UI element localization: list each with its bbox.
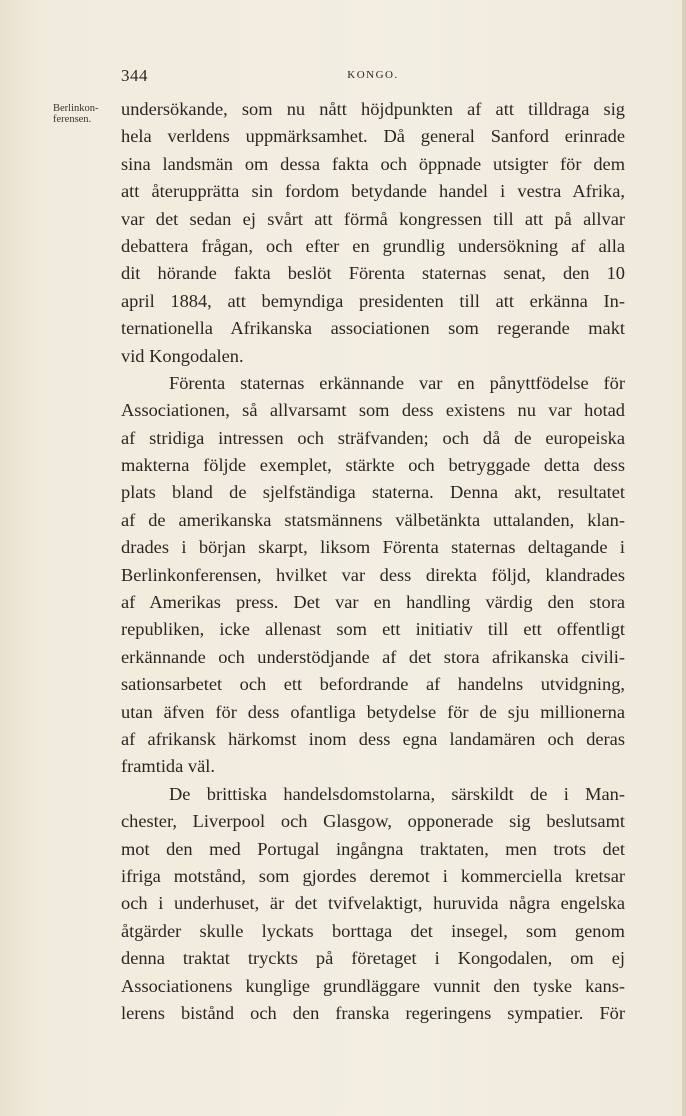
text-line: Associationen, så allvarsamt som dess existens nu var hotad xyxy=(121,400,625,421)
text-line: Berlinkonferensen, hvilket var dess direkta följd, klandrades xyxy=(121,564,625,585)
text-line: var det sedan ej svårt att förmå kongressen till att på allvar xyxy=(121,208,625,229)
text-line: denna traktat tryckts på företaget i Kongodalen, om ej xyxy=(121,948,625,969)
text-line: lerens bistånd och den franska regeringens sympatier. För xyxy=(121,1002,625,1023)
text-line: drades i början skarpt, liksom Förenta staternas deltagande i xyxy=(121,537,625,558)
body-text xyxy=(121,96,625,1027)
text-line: af Amerikas press. Det var en handling värdig den stora xyxy=(121,592,625,613)
text-line: åtgärder skulle lyckats borttaga det insegel, som genom xyxy=(121,920,625,941)
text-line: debattera frågan, och efter en grundlig undersökning af alla xyxy=(121,235,625,256)
text-line: framtida väl. xyxy=(121,756,215,777)
text-line: ternationella Afrikanska associationen som regerande makt xyxy=(121,318,625,339)
margin-note-line: Berlinkon- xyxy=(53,103,99,114)
text-line: af afrikansk härkomst inom dess egna landamären och deras xyxy=(121,728,625,749)
text-line: De brittiska handelsdomstolarna, särskildt de i Man- xyxy=(169,783,625,804)
text-line: dit hörande fakta beslöt Förenta staternas senat, den 10 xyxy=(121,263,625,284)
text-line: undersökande, som nu nått höjdpunkten af att tilldraga sig xyxy=(121,99,625,119)
text-line: republiken, icke allenast som ett initiativ till ett offentligt xyxy=(121,619,625,640)
text-line: plats bland de sjelfständiga staterna. Denna akt, resultatet xyxy=(121,482,625,503)
text-line: af de amerikanska statsmännens välbetänkta uttalanden, klan- xyxy=(121,509,625,530)
text-line: och i underhuset, är det tvifvelaktigt, huruvida några engelska xyxy=(121,893,625,914)
margin-note-line: ferensen. xyxy=(53,114,92,125)
paragraph xyxy=(121,781,625,1028)
text-line: ifriga motstånd, som gjordes deremot i kommerciella kretsar xyxy=(121,865,625,886)
text-line: Förenta staternas erkännande var en pånyttfödelse för xyxy=(169,372,625,393)
text-line: makterna följde exemplet, stärkte och betryggade detta dess xyxy=(121,455,625,476)
running-title: KONGO. xyxy=(347,69,399,81)
text-line: erkännande och understödjande af det stora afrikanska civili- xyxy=(121,646,625,667)
margin-note xyxy=(53,103,117,125)
text-line: vid Kongodalen. xyxy=(121,345,244,366)
text-line: april 1884, att bemyndiga presidenten till att erkänna In- xyxy=(121,290,625,311)
text-line: hela verldens uppmärksamhet. Då general Sanford erinrade xyxy=(121,126,625,147)
page-number: 344 xyxy=(121,66,148,85)
paragraph xyxy=(121,96,625,370)
text-line: sationsarbetet och ett befordrande af handelns utvidgning, xyxy=(121,674,625,695)
page-header xyxy=(121,66,625,86)
paragraph xyxy=(121,370,625,781)
text-line: chester, Liverpool och Glasgow, opponerade sig beslutsamt xyxy=(121,811,625,832)
text-line: utan äfven för dess ofantliga betydelse för de sju millionerna xyxy=(121,701,625,722)
text-line: mot den med Portugal ingångna traktaten, men trots det xyxy=(121,838,625,859)
text-line: Associationens kunglige grundläggare vunnit den tyske kans- xyxy=(121,975,625,996)
text-line: af stridiga intressen och sträfvanden; och då de europeiska xyxy=(121,427,625,448)
text-line: att återupprätta sin fordom betydande handel i vestra Afrika, xyxy=(121,181,625,202)
text-line: sina landsmän om dessa fakta och öppnade utsigter för dem xyxy=(121,153,625,174)
